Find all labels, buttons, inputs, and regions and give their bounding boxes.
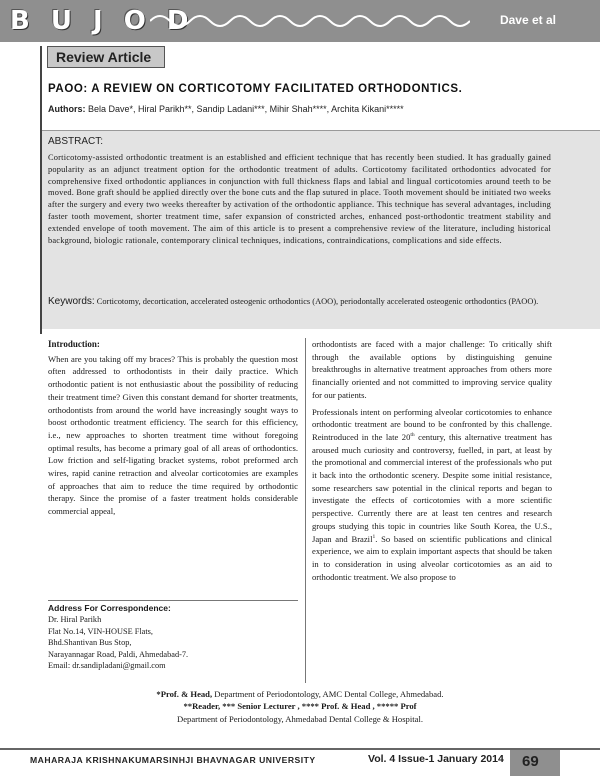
wave-ornament-icon (150, 10, 470, 32)
introduction-heading: Introduction: (48, 339, 100, 349)
correspondence-line: Dr. Hiral Parikh (48, 615, 102, 625)
journal-header-band (0, 0, 600, 42)
affiliation-line-2 (60, 700, 540, 712)
correspondence-line: Narayannagar Road, Paldi, Ahmedabad-7. (48, 649, 189, 659)
correspondence-block (48, 603, 298, 671)
affiliation-line-1 (60, 688, 540, 700)
correspondence-divider (48, 600, 298, 601)
right-column (312, 338, 552, 587)
superscript-th: th (410, 432, 415, 439)
correspondence-email[interactable]: Email: dr.sandipladani@gmail.com (48, 661, 166, 671)
journal-logo: B U J O D (10, 6, 195, 36)
affiliation-line-2-roles: **Reader, *** Senior Lecturer , **** Prof. & Head , ***** Prof (183, 701, 417, 712)
keywords-label: Keywords: (48, 296, 95, 307)
correspondence-line: Flat No.14, VIN-HOUSE Flats, (48, 626, 153, 636)
left-paragraph: When are you taking off my braces? This is probably the question most often addressed to orthodontists in their daily practice. Which orthodontic patient is not enthusiastic about the possibility of reducing their treatment time? Given this constant demand for shorter treatments, orthodontists from around the world have increasingly sought ways to boost orthodontic treatment efficiency. The search for this efficiency, i.e., new approaches to shorten treatment time without foregoing optimal results, has become a primary goal of all areas of orthodontics. Low friction and self-ligating bracket systems, robot preformed arch wires, rapid canine retraction and alveolar corticotomies are examples of approaches that aim to reduce the time required by orthodontic therapy. Since the promise of a faster treatment holds considerable commercial appeal, (48, 353, 298, 517)
citation-superscript: 1 (372, 533, 376, 540)
abstract-text: Corticotomy-assisted orthodontic treatment is an established and efficient technique that has recently been studied. It has gradually gained popularity as an adjunct treatment option for the orthodontic treatment of adults. Corticotomy facilitated orthodontics advocated for comprehensive fixed orthodontic appliances in conjunction with full thickness flaps and labial and lingual corticotomies around teeth to be moved. Bone graft should be applied directly over the bone cuts and the flap sutured in place. Tooth movement should be initiated two weeks after the surgery and every two weeks thereafter by activation of the orthodontic appliance. This technique has several advantages, including faster tooth movement, shorter treatment time, safer expansion of constricted arches, enhanced post-orthodontic treatment stability and extended envelope of tooth movement. The aim of this article is to present a comprehensive review of the literature, including historical background, biologic rationale, contemporary clinical techniques, indications, contraindications, complications and side effects. (48, 153, 551, 245)
affiliations-block (60, 688, 540, 725)
article-title: PAOO: A REVIEW ON CORTICOTOMY FACILITATED ORTHODONTICS. (48, 83, 463, 95)
keywords-text: Corticotomy, decortication, accelerated osteogenic orthodontics (AOO), periodontally accelerated osteogenic orthodontics (PAOO). (96, 297, 539, 306)
page-number-box (510, 750, 560, 776)
footer-university: MAHARAJA KRISHNAKUMARSINHJI BHAVNAGAR UNIVERSITY (30, 755, 316, 765)
page-number: 69 (522, 753, 539, 770)
affiliation-line-1-dept: Department of Periodontology, AMC Dental College, Ahmedabad. (212, 689, 444, 699)
right-paragraph-2-part-a: Professionals intent on performing alveolar corticotomies to enhance orthodontic treatment are bound to be confronted by this challenge. Reintroduced in the late 20 (312, 406, 552, 442)
running-head: Dave et al (499, 13, 556, 27)
right-paragraph-2-part-c: . So based on scientific publications and clinical experience, we aim to explain important aspects that should be taken in to consideration in using alveolar corticotomies as an aid to orthodontic treatment. We also propose to (312, 533, 552, 582)
right-paragraph-2-part-b: century, this alternative treatment has aroused much curiosity and controversy, fuelled, in part, at least by the promotional and commercial interest of the professionals who put it back into the orthodontic scenery. Despite some initial resistance, some researchers saw potential in the clinical reports and began to investigate the effects of corticotomies with a more scientific perspective. Currently there are at least ten centres and research groups studying this topic in countries like South Korea, the U.S., Japan and Brazil (312, 431, 552, 544)
left-column (48, 338, 298, 518)
right-paragraph-1: orthodontists are faced with a major challenge: To critically shift through the available options by distinguishing genuine breakthroughs in alternative treatment approaches from others more financially oriented and not committed to improving service quality for our patients. (312, 339, 552, 400)
correspondence-heading: Address For Correspondence: (48, 603, 171, 613)
correspondence-line: Bhd.Shantivan Bus Stop, (48, 638, 132, 648)
article-type-label: Review Article (56, 49, 152, 65)
authors-line (48, 104, 404, 114)
affiliation-line-3: Department of Periodontology, Ahmedabad Dental College & Hospital. (177, 713, 423, 724)
right-paragraph-2 (312, 406, 552, 584)
article-type-tag (47, 46, 165, 68)
keywords (48, 296, 551, 308)
authors-names: Bela Dave*, Hiral Parikh**, Sandip Ladani***, Mihir Shah****, Archita Kikani***** (88, 104, 404, 114)
authors-label: Authors: (48, 104, 86, 114)
footer-issue: Vol. 4 Issue-1 January 2014 (368, 753, 504, 765)
affiliation-line-1-role: *Prof. & Head, (156, 689, 213, 699)
abstract-heading: ABSTRACT: (48, 136, 104, 147)
column-divider (305, 338, 306, 683)
